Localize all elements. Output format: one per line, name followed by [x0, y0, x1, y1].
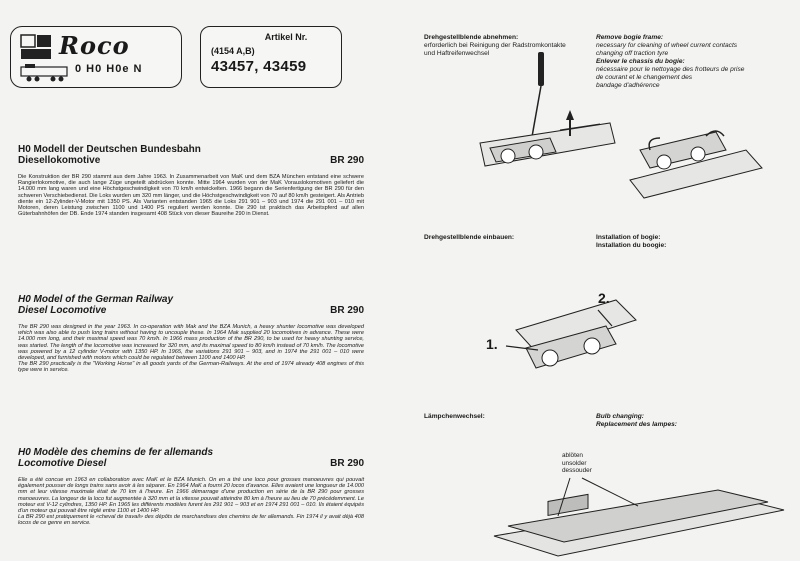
remove-fr-text2: de courant et le changement des: [596, 74, 693, 81]
remove-en-text2: changing off traction tyre: [596, 50, 669, 57]
roco-logo: [10, 26, 182, 88]
remove-de-text1: erforderlich bei Reinigung der Radstromkontakte: [424, 42, 566, 49]
fr-class: BR 290: [330, 458, 364, 469]
install-bogie-de: [424, 234, 514, 242]
logo-scales: 0 H0 H0e N: [75, 63, 143, 75]
en-title-line2: Diesel Locomotive: [18, 305, 107, 316]
bulb-de-title: Lämpchenwechsel:: [424, 413, 485, 420]
install-de-title: Drehgestellblende einbauen:: [424, 234, 515, 241]
en-body: The BR 290 was designed in the year 1963. In co-operation with Mak and the BZA Munich, a heavy shunter locomotive was developed which was also able to push long trains without having to uncouple these. In 1964 Mak supplied 20 locomotives in advance. These were 14.000 mm long, and their maximal speed was 70 km/h. In 1966 mass production of the BR 290, to be used for heavy shunting service, was started. The length of the locomotive was increased for 320 mm, and its maximal speed to 80 km/h instead of 70 km/h. The locomotive was powered by a 12 cylinder V-motor with 1350 HP. In 1965, the variations 291 901 – 903, and in 1974 the 291 001 – 010 were developed, and furnished with motors which could be regulated between 1100 and 1400 HP.: [18, 324, 364, 362]
fr-title-line2: Locomotive Diesel: [18, 458, 107, 469]
de-body: Die Konstruktion der BR 290 stammt aus dem Jahre 1963. In Zusammenarbeit von MaK und dem BZA München entstand eine schwere Rangierlokomotive, die auch lange Züge ungeteilt abdrücken konnte. Mitte 1964 wurden von der MaK Vorauslokomotiven geliefert die 14.000 mm lang waren und eine Höchstgeschwindigkeit von 70 km/h entwickelten. 1966 begann die Serienfertigung der BR 290 für den schweren Verschiebedienst. Die Loks wurden um 320 mm länger, und die Höchstgeschwindigkeit von 70 auf 80 km/h gesteigert. Als Antrieb diente ein 12-Zylinder-V-Motor mit 1350 PS. Als Varianten entstanden 1965 die Loks 291 901 – 903 und 1974 die 291 001 – 010 mit Motoren, deren Leistung zwischen 1100 und 1400 PS reguliert werden konnte. Die 290 ist praktisch das Arbeitspferd auf allen Güterbahnhöfen der DB. Ende 1974 standen insgesamt 408 Stück von dieser Baureihe 290 in Dienst.: [18, 174, 364, 218]
fr-body: Elle a été concue en 1963 en collaboration avec MaK et le BZA Munich. On en a tiré une loco pour grosses manoeuvres qui pouvait également pousser de longs trains sans avoir à les séparer. En 1964 MaK a fourni 20 locos d'avance. Elles avaient une longueur de 14.000 mm et leur vitesse maximale était de 70 km à l'heure. En 1966 démarrage d'une production en série de la BR 290 pour grosses manoeuvres. La longeur de la loco fut augmentée à 320 mm et la vitesse pouvait atteindre 80 km à l'heure au lieu de 70 précédemment. Le moteur est V-12 cylindres, 1350 HP. En 1965 les différents modèles furent les 291 901 – 903 et en 1974 291 001 – 010. Ils étaient équipés d'un moteur qui pouvait être réglé entre 1100 et 1400 HP.: [18, 477, 364, 515]
section-german: [18, 144, 364, 217]
remove-de-title: Drehgestellblende abnehmen:: [424, 34, 519, 41]
bulb-label-1: ablöten: [562, 452, 583, 459]
de-title-line2: Diesellokomotive: [18, 155, 101, 166]
en-body-2: The BR 290 practically is the "Working Horse" in all goods yards of the German-Railways. At the end of 1974 already 408 engines of this type were in service.: [18, 361, 364, 374]
remove-fr-text1: nécessaire pour le nettoyage des frotteurs de prise: [596, 66, 745, 73]
remove-bogie-frame-diagram: [626, 110, 766, 200]
logo-emblem-icon: [19, 33, 53, 63]
install-bogie-diagram: [486, 290, 656, 390]
article-numbers: 43457, 43459: [211, 58, 307, 75]
article-label: Artikel Nr.: [264, 32, 308, 42]
de-class: BR 290: [330, 155, 364, 166]
bulb-en-title: Bulb changing:: [596, 413, 644, 420]
en-title-line1: H0 Model of the German Railway: [18, 294, 174, 305]
install-step-1: 1.: [486, 336, 498, 352]
bulb-label-2: unsolder: [562, 459, 587, 467]
remove-fr-title: Enlever le chassis du bogie:: [596, 58, 685, 65]
article-box: [200, 26, 342, 88]
locomotive-logo-icon: [17, 63, 73, 83]
remove-en-title: Remove bogie frame:: [596, 34, 664, 41]
bulb-fr-title: Replacement des lampes:: [596, 421, 677, 428]
section-english: [18, 294, 364, 374]
remove-de-text2: und Haftreifenwechsel: [424, 50, 490, 57]
remove-en-text1: necessary for cleaning of wheel current contacts: [596, 42, 738, 49]
install-bogie-en-fr: [596, 234, 666, 250]
remove-bogie-screwdriver-diagram: [470, 48, 620, 168]
install-step-2: 2.: [598, 290, 610, 306]
logo-brand: Roco: [59, 31, 130, 60]
bulb-labels: [562, 452, 592, 475]
en-class: BR 290: [330, 305, 364, 316]
section-french: [18, 447, 364, 527]
install-en-title: Installation of bogie:: [596, 234, 661, 241]
de-title-line1: H0 Modell der Deutschen Bundesbahn: [18, 144, 201, 155]
remove-bogie-en-fr: [596, 34, 786, 90]
article-code: (4154 A,B): [211, 46, 255, 56]
bulb-chassis-diagram: [488, 476, 788, 560]
bulb-en-fr: [596, 413, 677, 429]
bulb-label-3: dessouder: [562, 467, 592, 475]
fr-body-2: La BR 290 est pratiquement le «cheval de travail» des dépôts de marchandises des chemins de fer allemands. Fin 1974 il y avait déjà 408 locos de ce genre en service.: [18, 514, 364, 527]
remove-fr-text3: bandage d'adhérence: [596, 82, 660, 89]
install-fr-title: Installation du boogie:: [596, 242, 667, 249]
bulb-de: [424, 413, 485, 421]
fr-title-line1: H0 Modèle des chemins de fer allemands: [18, 447, 214, 458]
